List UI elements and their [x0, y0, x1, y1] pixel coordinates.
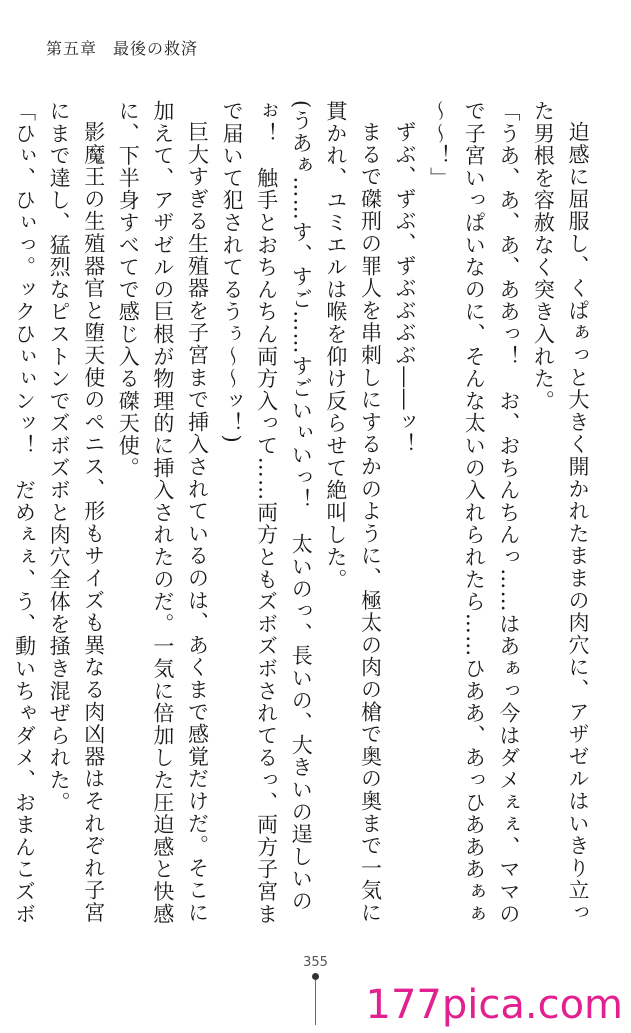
paragraph: 巨大すぎる生殖器を子宮まで挿入されているのは、あくまで感覚だけだ。そこに加えて、アザゼルの巨根が物理的に挿入されたのだ。一気に倍加した圧迫感と快感に、下半身すべてで感じ入る磔天使。	[116, 100, 210, 926]
page-marker-dot	[312, 973, 319, 980]
paragraph: ずぶ、ずぶ、ずぶぶぶぶ――ッ！	[393, 121, 418, 456]
paragraph: 影魔王の生殖器官と堕天使のペニス、形もサイズも異なる肉凶器はそれぞれ子宮にまで達し、猛烈なピストンでズボズボと肉穴全体を掻き混ぜられた。	[47, 100, 106, 924]
paragraph: 迫感に屈服し、くぱぁっと大きく開かれたままの肉穴に、アザゼルはいきり立った男根を容赦なく突き入れた。	[531, 100, 590, 924]
page-marker-line	[315, 980, 316, 1025]
vertical-body-text	[12, 100, 595, 940]
page-number: 355	[303, 955, 328, 970]
paragraph: まるで磔刑の罪人を串刺しにするかのように、極太の肉の槍で奥の奥まで一気に貫かれ、ユミエルは喉を仰け反らせて絶叫した。	[323, 100, 383, 924]
chapter-title: 最後の救済	[113, 39, 199, 58]
running-header	[46, 36, 198, 59]
watermark: 177pica.com	[365, 982, 623, 1028]
paragraph: 「うあ、あ、あ、ああっ！ お、おちんちんっ……はあぁっ今はダメぇぇ、ママので子宮いっぱいなのに、そんな太いの入れられたら……ひああ、あっひあああぁぁ～～！」	[427, 100, 521, 926]
chapter-label: 第五章	[46, 39, 98, 58]
paragraph: 「ひぃ、ひぃっ。ックひぃぃンッ！ だめぇぇ、う、動いちゃダメ、おまんこズボ	[12, 100, 37, 926]
paragraph: (うあぁ……す、すご……すごいぃいっ！ 太いのっ、長いの、大きいの逞しいのぉ！ 触手とおちんちん両方入って……両方ともズボズボされてるっ、両方子宮まで届いて犯されてるうぅ～～ッ！)	[220, 100, 314, 926]
